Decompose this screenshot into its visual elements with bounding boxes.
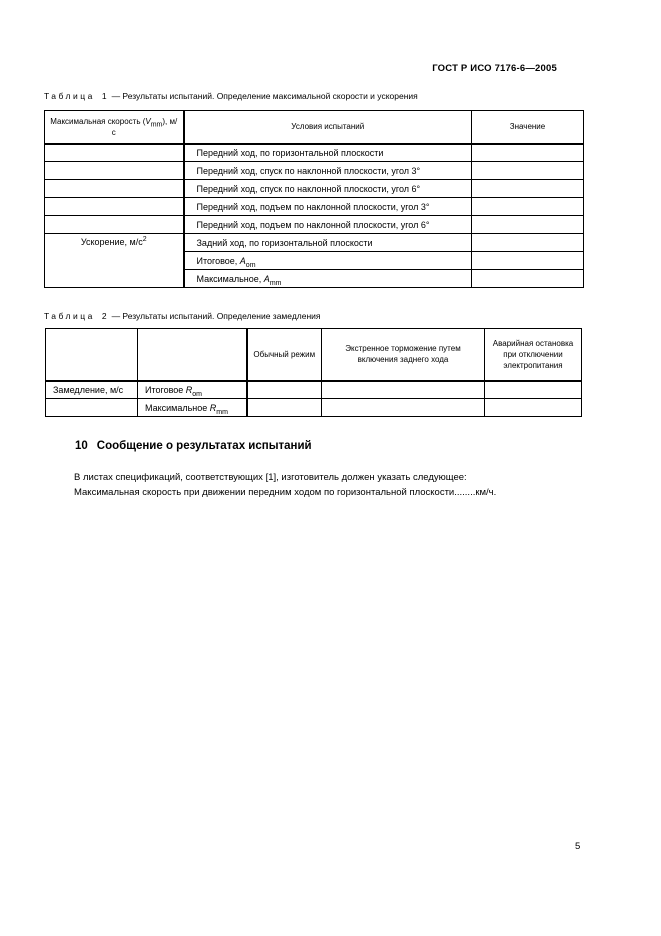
table-row [46,399,582,417]
t1-r5-value-cell [472,234,584,252]
t1-r0-condition: Передний ход, по горизонтальной плоскости [184,144,472,162]
t1-r3-left-cell [45,198,184,216]
t1-r4-condition: Передний ход, подъем по наклонной плоскости, угол 6° [184,216,472,234]
t1-header-max-speed: Максимальная скорость $(V_{mm})$, м/с [45,111,184,144]
t2-r0-total-label: Итоговое $R_{om}$ [138,381,247,399]
table-row [45,162,584,180]
section-title: Сообщение о результатах испытаний [96,440,312,452]
table-1-results-speed-acceleration [44,110,584,288]
t2-r0-normal-value [247,381,322,399]
table-2-results-deceleration [45,328,582,417]
t1-r1-condition: Передний ход, спуск по наклонной плоскости, угол 3° [184,162,472,180]
t1-r6-condition: Итоговое, $A_{om}$ [184,252,472,270]
paragraph-line-1: В листах спецификаций, соответствующих [1], изготовитель должен указать следующее: [74,472,467,483]
table-row [45,198,584,216]
t1-r4-value-cell [472,216,584,234]
table-row [45,234,584,252]
table1-caption-title: — Результаты испытаний. Определение максимальной скорости и ускорения [111,91,418,101]
table1-caption-word: Таблица [44,91,95,101]
t1-r2-condition: Передний ход, спуск по наклонной плоскости, угол 6° [184,180,472,198]
t1-r1-left-cell [45,162,184,180]
t2-header-row [46,329,582,381]
t2-r0-emergency-value [322,381,485,399]
t2-header-empty2 [138,329,247,381]
t1-r0-left-cell [45,144,184,162]
t1-r2-left-cell [45,180,184,198]
section-number: 10 [75,440,88,452]
t2-r0-deceleration-label: Замедление, м/с [46,381,138,399]
table2-caption-number: 2 [101,311,107,321]
t1-r4-left-cell [45,216,184,234]
table1-caption [44,91,418,101]
t1-r7-value-cell [472,270,584,288]
t1-r3-value-cell [472,198,584,216]
t1-r2-value-cell [472,180,584,198]
table2-caption-title: — Результаты испытаний. Определение замедления [111,311,321,321]
t1-r7-condition: Максимальное, $A_{mm}$ [184,270,472,288]
t2-header-normal-mode: Обычный режим [247,329,322,381]
table2-caption [44,311,321,321]
t2-header-emergency-braking: Экстренное торможение путем включения заднего хода [322,329,485,381]
t1-r3-condition: Передний ход, подъем по наклонной плоскости, угол 3° [184,198,472,216]
section-10-heading [75,440,312,452]
paragraph-line-2: Максимальная скорость при движении передним ходом по горизонтальной плоскости........км/ч. [74,487,497,498]
t1-r1-value-cell [472,162,584,180]
table-row [45,216,584,234]
table2-caption-word: Таблица [44,311,95,321]
t2-r1-poweroff-value [485,399,582,417]
table-row [45,144,584,162]
t1-r0-value-cell [472,144,584,162]
table1-caption-number: 1 [101,91,107,101]
t1-header-row [45,111,584,144]
t1-r5-condition: Задний ход, по горизонтальной плоскости [184,234,472,252]
t2-r1-max-label: Максимальное $R_{mm}$ [138,399,247,417]
page-number: 5 [575,841,581,852]
t2-r1-normal-value [247,399,322,417]
t2-r1-left-cell [46,399,138,417]
t2-r1-emergency-value [322,399,485,417]
t1-acceleration-label: Ускорение, $м/с^2$ [45,234,184,288]
t2-header-power-off-stop: Аварийная остановка при отключении электропитания [485,329,582,381]
t1-header-value: Значение [472,111,584,144]
t1-header-conditions: Условия испытаний [184,111,472,144]
t1-r6-value-cell [472,252,584,270]
section-10-paragraph [74,470,584,500]
document-header: ГОСТ Р ИСО 7176-6—2005 [432,63,557,74]
t2-header-empty1 [46,329,138,381]
table-row [46,381,582,399]
t2-r0-poweroff-value [485,381,582,399]
table-row [45,180,584,198]
